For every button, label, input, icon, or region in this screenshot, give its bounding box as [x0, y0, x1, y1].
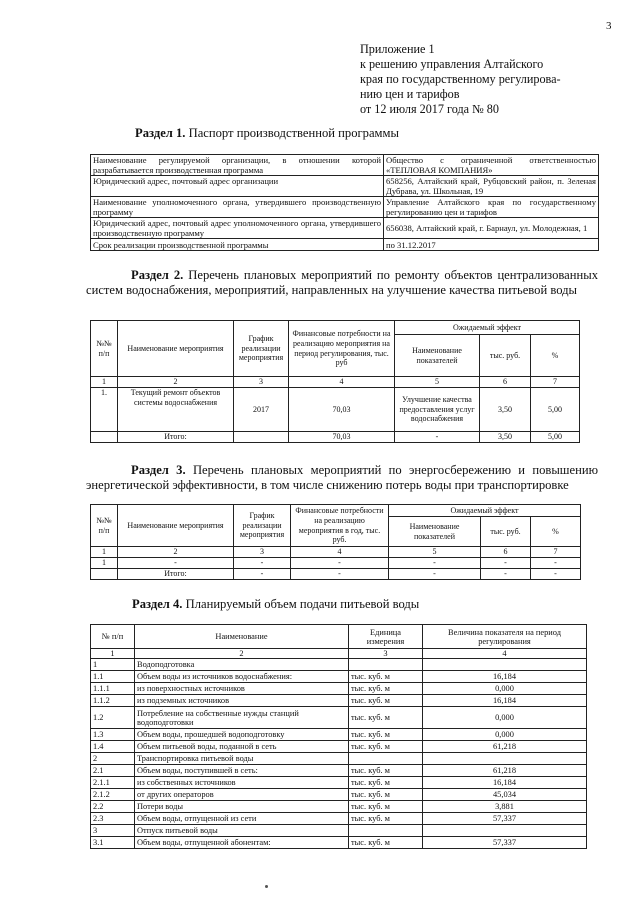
- table-cell: -: [395, 432, 480, 443]
- table-cell: Наименование регулируемой организации, в отношении которой разрабатывается производственная программа: [91, 155, 384, 176]
- table-cell: 5,00: [531, 388, 580, 432]
- table-cell: 1.1: [91, 671, 135, 683]
- table-cell: Наименование уполномоченного органа, утвердившего производственную программу: [91, 197, 384, 218]
- table-row: [91, 218, 599, 239]
- table-cell: 7: [531, 377, 580, 388]
- table-cell: 3: [234, 377, 289, 388]
- table-cell: 2: [91, 753, 135, 765]
- section-1-heading: [135, 126, 399, 141]
- table-cell: [91, 432, 118, 443]
- table-cell: тыс. куб. м: [349, 813, 423, 825]
- table-cell: 3.1: [91, 837, 135, 849]
- table-cell: из поверхностных источников: [135, 683, 349, 695]
- section-2-heading: [86, 268, 598, 298]
- table-cell: тыс. куб. м: [349, 837, 423, 849]
- table-cell: Юридический адрес, почтовый адрес уполномоченного органа, утвердившего производственную программу: [91, 218, 384, 239]
- table-cell: 1.2: [91, 707, 135, 729]
- table-row: [91, 825, 587, 837]
- table-row: [91, 671, 587, 683]
- table-cell: -: [234, 558, 291, 569]
- table-cell: тыс. куб. м: [349, 695, 423, 707]
- column-number-row: [91, 547, 581, 558]
- table-cell: из подземных источников: [135, 695, 349, 707]
- table-cell: Управление Алтайского края по государственному регулированию цен и тарифов: [384, 197, 599, 218]
- table-row: [91, 801, 587, 813]
- table-cell: тыс. куб. м: [349, 801, 423, 813]
- table-cell: Потребление на собственные нужды станций водоподготовки: [135, 707, 349, 729]
- section-title: Перечень плановых мероприятий по ремонту объектов централизованных систем водоснабжения, мероприятий, направленных на улучшение качества питьевой воды: [86, 268, 598, 297]
- section-title: Планируемый объем подачи питьевой воды: [185, 597, 420, 611]
- table-row: [91, 155, 599, 176]
- table-cell: 45,034: [423, 789, 587, 801]
- col-header: №№ п/п: [91, 321, 118, 377]
- table-row: [91, 683, 587, 695]
- table-cell: 1: [91, 659, 135, 671]
- table-cell: Объем воды, прошедшей водоподготовку: [135, 729, 349, 741]
- table-cell: 3,50: [480, 432, 531, 443]
- table-cell: Объем воды, отпущенной абонентам:: [135, 837, 349, 849]
- section-title: Паспорт производственной программы: [188, 126, 399, 140]
- table-row: [91, 558, 581, 569]
- col-header: Единица измерения: [349, 625, 423, 649]
- table-cell: 61,218: [423, 765, 587, 777]
- table-cell: Водоподготовка: [135, 659, 349, 671]
- col-header: тыс. руб.: [480, 335, 531, 377]
- table-cell: Текущий ремонт объектов системы водоснабжения: [118, 388, 234, 432]
- table-cell: тыс. куб. м: [349, 765, 423, 777]
- table-cell: -: [481, 569, 531, 580]
- table-cell: Объем воды, поступившей в сеть:: [135, 765, 349, 777]
- table-cell: Срок реализации производственной программы: [91, 239, 384, 251]
- table-cell: Улучшение качества предоставления услуг водоснабжения: [395, 388, 480, 432]
- table-cell: 1: [91, 649, 135, 659]
- appendix-line: от 12 июля 2017 года № 80: [360, 102, 499, 116]
- col-header: №№ п/п: [91, 505, 118, 547]
- table-header-row: [91, 321, 580, 335]
- table-cell: -: [531, 569, 581, 580]
- table-cell: 2.1.1: [91, 777, 135, 789]
- table-cell: Итого:: [118, 569, 234, 580]
- table-cell: тыс. куб. м: [349, 741, 423, 753]
- table-cell: 57,337: [423, 837, 587, 849]
- table-row: [91, 695, 587, 707]
- table-cell: 7: [531, 547, 581, 558]
- table-row: [91, 813, 587, 825]
- table-cell: 2: [135, 649, 349, 659]
- table-cell: -: [531, 558, 581, 569]
- column-number-row: [91, 649, 587, 659]
- table-cell: 4: [289, 377, 395, 388]
- table-cell: [349, 825, 423, 837]
- table-cell: тыс. куб. м: [349, 683, 423, 695]
- col-header: %: [531, 517, 581, 547]
- col-header: %: [531, 335, 580, 377]
- col-header: Ожидаемый эффект: [389, 505, 581, 517]
- table-cell: 1: [91, 558, 118, 569]
- table-cell: 1.4: [91, 741, 135, 753]
- col-header: Ожидаемый эффект: [395, 321, 580, 335]
- table-cell: 1: [91, 377, 118, 388]
- table-cell: из собственных источников: [135, 777, 349, 789]
- table-cell: 658256, Алтайский край, Рубцовский район, п. Зеленая Дубрава, ул. Школьная, 19: [384, 176, 599, 197]
- col-header: Величина показателя на период регулирования: [423, 625, 587, 649]
- table-cell: Объем питьевой воды, поданной в сеть: [135, 741, 349, 753]
- section-lead: Раздел 1.: [135, 126, 186, 140]
- table-row: [91, 707, 587, 729]
- table-cell: 5,00: [531, 432, 580, 443]
- col-header: Наименование показателей: [395, 335, 480, 377]
- water-supply-volume-table: [90, 624, 587, 849]
- table-row: [91, 729, 587, 741]
- table-row: [91, 197, 599, 218]
- table-cell: Общество с ограниченной ответственностью «ТЕПЛОВАЯ КОМПАНИЯ»: [384, 155, 599, 176]
- table-cell: по 31.12.2017: [384, 239, 599, 251]
- section-title: Перечень плановых мероприятий по энергосбережению и повышению энергетической эффективности, в том числе снижению потерь воды при транспортировке: [86, 463, 598, 492]
- col-header: Финансовые потребности на реализацию мероприятия в год, тыс. руб.: [291, 505, 389, 547]
- table-header-row: [91, 505, 581, 517]
- table-cell: -: [389, 569, 481, 580]
- appendix-line: к решению управления Алтайского: [360, 57, 544, 71]
- table-cell: 16,184: [423, 695, 587, 707]
- table-cell: -: [481, 558, 531, 569]
- table-cell: [349, 659, 423, 671]
- table-cell: 1.1.2: [91, 695, 135, 707]
- table-cell: Отпуск питьевой воды: [135, 825, 349, 837]
- table-cell: -: [291, 569, 389, 580]
- appendix-line: Приложение 1: [360, 42, 435, 56]
- table-cell: Объем воды, отпущенной из сети: [135, 813, 349, 825]
- table-cell: 2.2: [91, 801, 135, 813]
- page-number: 3: [606, 20, 612, 32]
- table-cell: 70,03: [289, 432, 395, 443]
- table-cell: тыс. куб. м: [349, 671, 423, 683]
- table-cell: 0,000: [423, 729, 587, 741]
- table-cell: 5: [395, 377, 480, 388]
- table-cell: Потери воды: [135, 801, 349, 813]
- section-4-heading: [132, 597, 419, 612]
- table-cell: -: [291, 558, 389, 569]
- table-cell: 3,50: [480, 388, 531, 432]
- table-cell: [91, 569, 118, 580]
- table-cell: 16,184: [423, 777, 587, 789]
- table-row: [91, 837, 587, 849]
- col-header: Наименование мероприятия: [118, 321, 234, 377]
- repair-measures-table: [90, 320, 580, 443]
- table-cell: Транспортировка питьевой воды: [135, 753, 349, 765]
- table-row: [91, 789, 587, 801]
- col-header: Наименование: [135, 625, 349, 649]
- appendix-line: нию цен и тарифов: [360, 87, 460, 101]
- table-cell: 1.3: [91, 729, 135, 741]
- table-cell: тыс. куб. м: [349, 789, 423, 801]
- table-cell: 4: [291, 547, 389, 558]
- table-row: [91, 753, 587, 765]
- table-cell: -: [389, 558, 481, 569]
- section-lead: Раздел 3.: [131, 463, 186, 477]
- energy-saving-table: [90, 504, 581, 580]
- table-total-row: [91, 569, 581, 580]
- appendix-line: края по государственному регулирова-: [360, 72, 561, 86]
- table-cell: 1: [91, 547, 118, 558]
- table-cell: -: [234, 569, 291, 580]
- table-cell: 6: [480, 377, 531, 388]
- table-cell: 3: [349, 649, 423, 659]
- table-cell: от других операторов: [135, 789, 349, 801]
- table-cell: [234, 432, 289, 443]
- table-cell: тыс. куб. м: [349, 777, 423, 789]
- table-cell: [423, 825, 587, 837]
- table-row: [91, 388, 580, 432]
- column-number-row: [91, 377, 580, 388]
- table-cell: 656038, Алтайский край, г. Барнаул, ул. Молодежная, 1: [384, 218, 599, 239]
- appendix-header: [360, 42, 610, 117]
- table-cell: 3: [234, 547, 291, 558]
- table-cell: 6: [481, 547, 531, 558]
- table-cell: тыс. куб. м: [349, 729, 423, 741]
- table-cell: 3: [91, 825, 135, 837]
- scan-speck: [265, 885, 268, 888]
- table-cell: 16,184: [423, 671, 587, 683]
- col-header: График реализации мероприятия: [234, 505, 291, 547]
- table-cell: 57,337: [423, 813, 587, 825]
- col-header: График реализации мероприятия: [234, 321, 289, 377]
- table-cell: тыс. куб. м: [349, 707, 423, 729]
- table-cell: [423, 659, 587, 671]
- table-cell: 5: [389, 547, 481, 558]
- table-total-row: [91, 432, 580, 443]
- table-row: [91, 741, 587, 753]
- col-header: № п/п: [91, 625, 135, 649]
- col-header: Наименование мероприятия: [118, 505, 234, 547]
- section-lead: Раздел 4.: [132, 597, 183, 611]
- table-cell: 1.1.1: [91, 683, 135, 695]
- table-cell: Юридический адрес, почтовый адрес организации: [91, 176, 384, 197]
- col-header: тыс. руб.: [481, 517, 531, 547]
- table-row: [91, 765, 587, 777]
- table-cell: -: [118, 558, 234, 569]
- table-cell: 0,000: [423, 683, 587, 695]
- table-row: [91, 239, 599, 251]
- table-cell: 2017: [234, 388, 289, 432]
- table-cell: Объем воды из источников водоснабжения:: [135, 671, 349, 683]
- table-cell: [349, 753, 423, 765]
- col-header: Финансовые потребности на реализацию мероприятия на период регулирования, тыс. руб: [289, 321, 395, 377]
- passport-table: [90, 154, 599, 251]
- table-cell: [423, 753, 587, 765]
- table-cell: 3,881: [423, 801, 587, 813]
- table-row: [91, 659, 587, 671]
- table-cell: 2: [118, 377, 234, 388]
- section-lead: Раздел 2.: [131, 268, 184, 282]
- table-cell: 61,218: [423, 741, 587, 753]
- table-cell: 2: [118, 547, 234, 558]
- table-cell: 2.1: [91, 765, 135, 777]
- table-cell: 4: [423, 649, 587, 659]
- section-3-heading: [86, 463, 598, 493]
- table-body: [91, 659, 587, 849]
- table-row: [91, 176, 599, 197]
- table-cell: 2.1.2: [91, 789, 135, 801]
- table-row: [91, 777, 587, 789]
- table-cell: 70,03: [289, 388, 395, 432]
- table-cell: 2.3: [91, 813, 135, 825]
- table-header-row: [91, 625, 587, 649]
- table-cell: Итого:: [118, 432, 234, 443]
- table-cell: 0,000: [423, 707, 587, 729]
- table-cell: 1.: [91, 388, 118, 432]
- col-header: Наименование показателей: [389, 517, 481, 547]
